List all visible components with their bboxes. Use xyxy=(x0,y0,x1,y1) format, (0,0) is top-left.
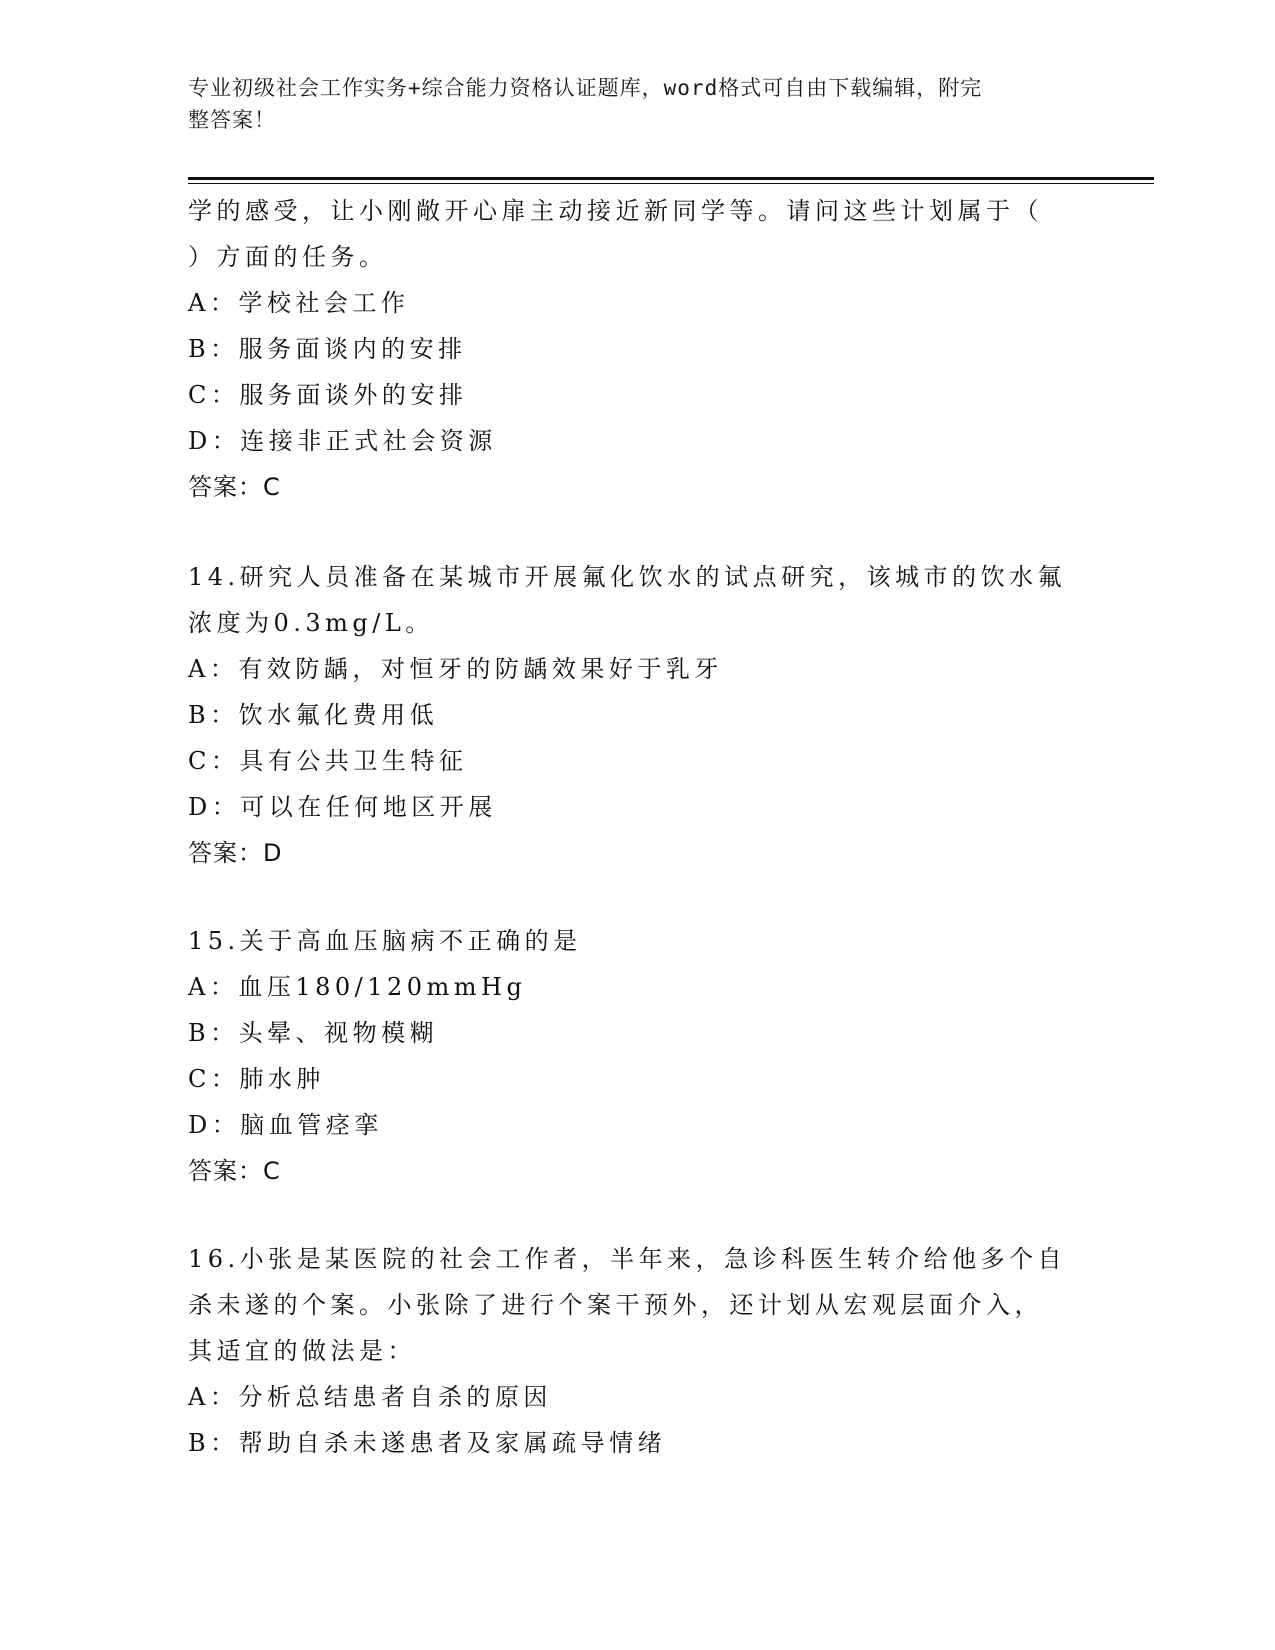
option-d: D：连接非正式社会资源 xyxy=(188,427,497,455)
header-line-2: 整答案！ xyxy=(188,108,276,132)
option-c: C：服务面谈外的安排 xyxy=(188,381,468,409)
option-a: A：学校社会工作 xyxy=(188,289,410,317)
document-header xyxy=(188,72,1088,136)
question-16 xyxy=(188,1236,1088,1466)
question-text: 15.关于高血压脑病不正确的是 xyxy=(188,927,582,955)
option-c: C：具有公共卫生特征 xyxy=(188,747,468,775)
question-text: 学的感受，让小刚敞开心扉主动接近新同学等。请问这些计划属于（ xyxy=(188,197,1043,225)
question-text: 浓度为0.3mg/L。 xyxy=(188,609,434,637)
option-a: A：分析总结患者自杀的原因 xyxy=(188,1383,552,1411)
option-b: B：饮水氟化费用低 xyxy=(188,701,439,729)
question-text: 14.研究人员准备在某城市开展氟化饮水的试点研究，该城市的饮水氟 xyxy=(188,563,1067,591)
option-b: B：服务面谈内的安排 xyxy=(188,335,467,363)
option-b: B：帮助自杀未遂患者及家属疏导情绪 xyxy=(188,1429,667,1457)
option-c: C：肺水肿 xyxy=(188,1065,325,1093)
header-divider-thick xyxy=(188,177,1154,180)
question-list xyxy=(188,188,1088,1466)
option-a: A：血压180/120mmHg xyxy=(188,973,527,1001)
question-15 xyxy=(188,918,1088,1194)
question-13 xyxy=(188,188,1088,510)
option-b: B：头晕、视物模糊 xyxy=(188,1019,439,1047)
question-text: ）方面的任务。 xyxy=(188,243,388,271)
answer: 答案：C xyxy=(188,473,281,501)
question-text: 其适宜的做法是： xyxy=(188,1337,416,1365)
header-line-1: 专业初级社会工作实务+综合能力资格认证题库，word格式可自由下载编辑，附完 xyxy=(188,76,983,100)
answer: 答案：C xyxy=(188,1157,281,1185)
question-text: 16.小张是某医院的社会工作者，半年来，急诊科医生转介给他多个自 xyxy=(188,1245,1067,1273)
header-divider-thin xyxy=(188,183,1154,184)
option-d: D：可以在任何地区开展 xyxy=(188,793,497,821)
question-14 xyxy=(188,554,1088,876)
question-text: 杀未遂的个案。小张除了进行个案干预外，还计划从宏观层面介入， xyxy=(188,1291,1043,1319)
answer: 答案：D xyxy=(188,839,283,867)
option-d: D：脑血管痉挛 xyxy=(188,1111,383,1139)
option-a: A：有效防龋，对恒牙的防龋效果好于乳牙 xyxy=(188,655,723,683)
